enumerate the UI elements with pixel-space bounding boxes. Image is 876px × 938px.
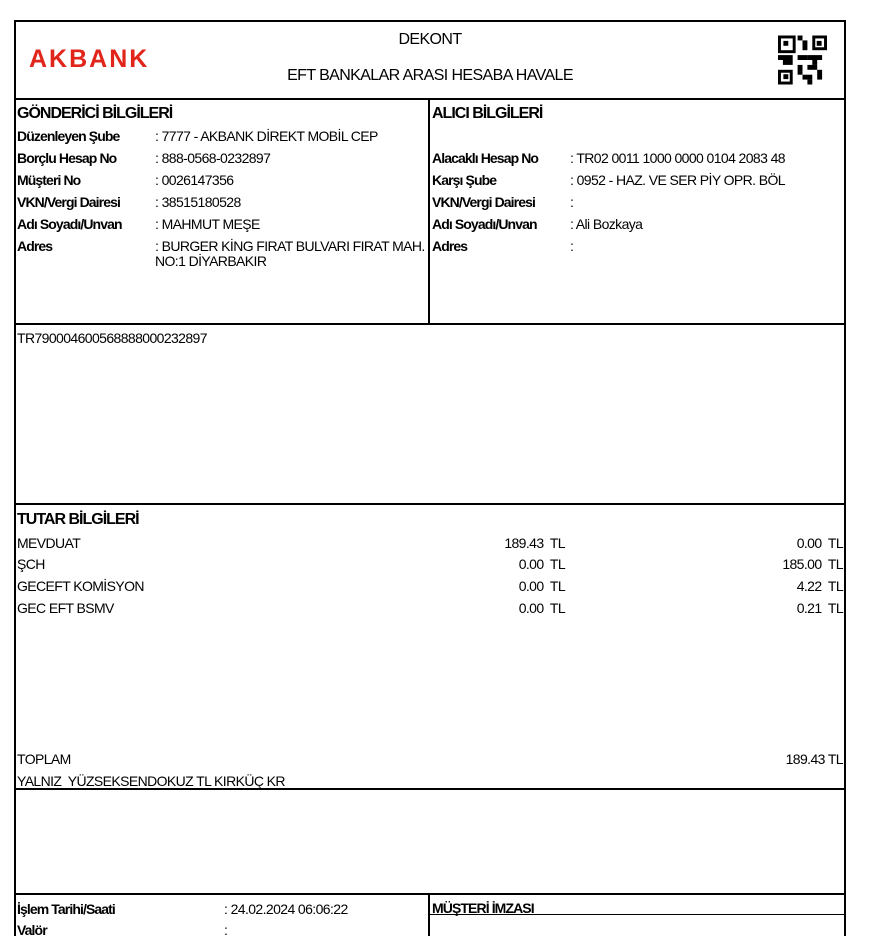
sender-section-title: GÖNDERİCİ BİLGİLERİ — [17, 105, 173, 122]
sender-label: Adres — [17, 238, 53, 254]
sender-value: : MAHMUT MEŞE — [155, 216, 260, 232]
amount-col2: 0.21 TL — [796, 600, 843, 616]
receiver-value: : 0952 - HAZ. VE SER PİY OPR. BÖL — [570, 172, 785, 188]
qr-code-icon — [778, 35, 827, 85]
receiver-value: : TR02 0011 1000 0000 0104 2083 48 — [570, 150, 785, 166]
receiver-section-title: ALICI BİLGİLERİ — [432, 105, 543, 122]
divider — [14, 323, 846, 325]
sender-value: : 0026147356 — [155, 172, 234, 188]
amount-col2: 0.00 TL — [796, 535, 843, 551]
amount-col2: 4.22 TL — [796, 578, 843, 594]
signature-label: MÜŞTERİ İMZASI — [432, 900, 534, 916]
sender-value: : 38515180528 — [155, 194, 241, 210]
amount-col2: 185.00 TL — [782, 556, 843, 572]
sender-label: Borçlu Hesap No — [17, 150, 117, 166]
amount-col1: 0.00 TL — [518, 600, 565, 616]
divider — [14, 98, 846, 100]
document-subtitle: EFT BANKALAR ARASI HESABA HAVALE — [287, 67, 573, 84]
frame-right — [844, 20, 846, 936]
receiver-value: : — [570, 238, 574, 254]
frame-left — [14, 20, 16, 936]
total-value: 189.43 TL — [785, 751, 843, 767]
amount-label: GECEFT KOMİSYON — [17, 578, 144, 594]
receiver-label: VKN/Vergi Dairesi — [432, 194, 535, 210]
receiver-value: : — [570, 194, 574, 210]
date-label: İşlem Tarihi/Saati — [17, 901, 115, 917]
document-title: DEKONT — [398, 31, 462, 48]
date-value: : 24.02.2024 06:06:22 — [224, 901, 348, 917]
amount-col1: 0.00 TL — [518, 556, 565, 572]
receiver-value: : Ali Bozkaya — [570, 216, 643, 232]
amount-col1: 0.00 TL — [518, 578, 565, 594]
amount-label: GEC EFT BSMV — [17, 600, 114, 616]
sender-label: VKN/Vergi Dairesi — [17, 194, 120, 210]
sender-value: : 888-0568-0232897 — [155, 150, 271, 166]
receiver-label: Karşı Şube — [432, 172, 497, 188]
transaction-note: TR790004600568888000232897 — [17, 330, 207, 346]
divider — [428, 98, 430, 324]
sender-label: Düzenleyen Şube — [17, 128, 120, 144]
amount-label: ŞCH — [17, 556, 45, 572]
akbank-logo: AKBANK — [29, 45, 150, 73]
total-label: TOPLAM — [17, 751, 71, 767]
sender-value: : 7777 - AKBANK DİREKT MOBİL CEP — [155, 128, 378, 144]
valor-value: : — [224, 922, 228, 938]
divider — [14, 503, 846, 505]
amount-label: MEVDUAT — [17, 535, 81, 551]
amounts-section-title: TUTAR BİLGİLERİ — [17, 511, 139, 528]
receiver-label: Adı Soyadı/Unvan — [432, 216, 537, 232]
receiver-label: Alacaklı Hesap No — [432, 150, 539, 166]
sender-label: Müşteri No — [17, 172, 81, 188]
sender-value: NO:1 DİYARBAKIR — [155, 253, 267, 269]
valor-label: Valör — [17, 922, 47, 938]
frame-top — [14, 20, 846, 22]
receiver-label: Adres — [432, 238, 468, 254]
divider — [14, 893, 846, 895]
sender-value: : BURGER KİNG FIRAT BULVARI FIRAT MAH. — [155, 238, 425, 254]
amount-col1: 189.43 TL — [504, 535, 565, 551]
sender-label: Adı Soyadı/Unvan — [17, 216, 122, 232]
amount-in-words: YALNIZ YÜZSEKSENDOKUZ TL KIRKÜÇ KR — [17, 773, 285, 789]
